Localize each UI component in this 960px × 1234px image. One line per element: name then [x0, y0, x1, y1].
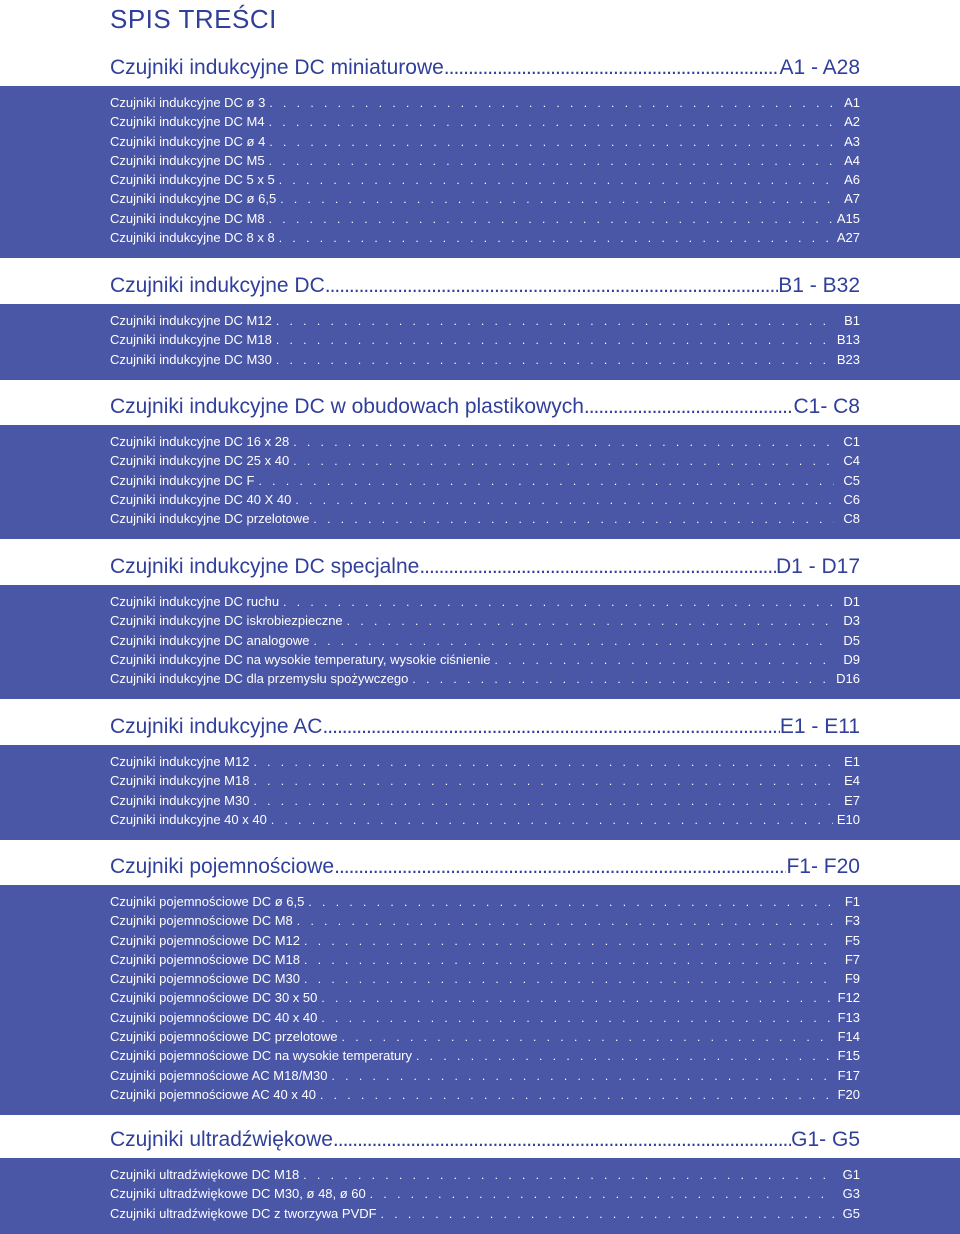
row-page: A4	[844, 152, 860, 168]
section-range: D1 - D17	[775, 555, 860, 578]
row-label: Czujniki indukcyjne DC ø 3	[110, 95, 266, 110]
leader-dots	[416, 1049, 834, 1063]
section-range: B1 - B32	[778, 274, 860, 297]
row-label: Czujniki indukcyjne DC M8	[110, 210, 265, 226]
leader-dots	[295, 493, 834, 507]
row-page: A2	[844, 114, 860, 130]
row-label: Czujniki indukcyjne M30	[110, 792, 250, 808]
section-c	[0, 389, 960, 539]
toc-row[interactable]	[110, 352, 860, 371]
leader-dots	[279, 173, 834, 187]
leader-dots	[321, 1011, 833, 1025]
section-range: G1- G5	[791, 1128, 860, 1151]
row-label: Czujniki indukcyjne DC F	[110, 472, 255, 488]
toc-row[interactable]	[110, 511, 860, 530]
leader-dots	[313, 512, 834, 526]
row-page: B13	[836, 332, 860, 348]
leader-dots	[293, 454, 834, 468]
row-page: D3	[843, 613, 860, 629]
row-page: F15	[837, 1048, 860, 1064]
section-leader-dots	[325, 274, 779, 298]
leader-dots	[293, 435, 834, 449]
section-a	[0, 50, 960, 258]
row-page: C6	[843, 491, 860, 507]
section-header[interactable]	[0, 709, 960, 745]
toc-row[interactable]	[110, 652, 860, 671]
row-page: B23	[836, 351, 860, 367]
row-page: F7	[844, 951, 860, 967]
leader-dots	[253, 774, 834, 788]
leader-dots	[279, 231, 833, 245]
section-leader-dots	[584, 395, 794, 419]
leader-dots	[269, 115, 834, 129]
row-page: G1	[842, 1167, 860, 1182]
leader-dots	[271, 813, 833, 827]
row-page: D16	[836, 671, 860, 687]
row-label: Czujniki indukcyjne DC na wysokie temperatury, wysokie ciśnienie	[110, 651, 491, 667]
leader-dots	[331, 1069, 833, 1083]
row-label: Czujniki indukcyjne M12	[110, 754, 250, 769]
page-title: SPIS TREŚCI	[110, 4, 277, 34]
row-page: G5	[842, 1205, 860, 1221]
row-label: Czujniki indukcyjne DC ø 6,5	[110, 191, 277, 207]
row-page: E1	[844, 754, 860, 769]
section-header[interactable]	[0, 268, 960, 304]
section-leader-dots	[419, 555, 776, 579]
row-label: Czujniki pojemnościowe DC na wysokie temperatury	[110, 1048, 413, 1064]
row-page: F12	[837, 990, 860, 1006]
row-page: F13	[837, 1009, 860, 1025]
section-e	[0, 709, 960, 840]
section-title: Czujniki indukcyjne AC	[110, 715, 323, 738]
row-page: F14	[837, 1029, 860, 1045]
toc-row[interactable]	[110, 134, 860, 153]
section-title: Czujniki indukcyjne DC specjalne	[110, 555, 420, 578]
row-page: D5	[843, 632, 860, 648]
row-label: Czujniki indukcyjne M18	[110, 773, 250, 789]
row-page: G3	[842, 1186, 860, 1202]
row-label: Czujniki indukcyjne DC 5 x 5	[110, 172, 275, 188]
toc-row[interactable]	[110, 812, 860, 831]
row-label: Czujniki indukcyjne DC iskrobiezpieczne	[110, 613, 343, 629]
leader-dots	[412, 672, 832, 686]
leader-dots	[495, 653, 834, 667]
row-label: Czujniki pojemnościowe DC M12	[110, 932, 301, 948]
row-page: F17	[837, 1067, 860, 1083]
row-label: Czujniki indukcyjne DC M4	[110, 114, 265, 130]
row-page: C4	[843, 453, 860, 469]
leader-dots	[283, 595, 834, 609]
section-title: Czujniki indukcyjne DC w obudowach plastikowych	[110, 395, 584, 418]
row-label: Czujniki pojemnościowe DC 40 x 40	[110, 1009, 318, 1025]
section-header[interactable]	[0, 549, 960, 585]
row-label: Czujniki indukcyjne DC 40 X 40	[110, 491, 292, 507]
row-label: Czujniki indukcyjne DC 16 x 28	[110, 434, 290, 449]
row-page: C5	[843, 472, 860, 488]
toc-row[interactable]	[110, 633, 860, 652]
leader-dots	[276, 353, 833, 367]
leader-dots	[269, 154, 834, 168]
section-band	[0, 86, 960, 258]
section-band	[0, 885, 960, 1115]
row-label: Czujniki pojemnościowe DC M18	[110, 951, 301, 967]
row-label: Czujniki ultradźwiękowe DC M18	[110, 1167, 300, 1182]
row-page: D9	[843, 651, 860, 667]
leader-dots	[280, 192, 834, 206]
leader-dots	[269, 135, 834, 149]
toc-row[interactable]	[110, 434, 860, 453]
row-page: F20	[837, 1086, 860, 1102]
leader-dots	[320, 1088, 834, 1102]
row-label: Czujniki indukcyjne DC M12	[110, 313, 272, 328]
toc-row[interactable]	[110, 153, 860, 172]
leader-dots	[370, 1187, 834, 1201]
toc-row[interactable]	[110, 191, 860, 210]
row-page: E4	[844, 773, 860, 789]
section-g	[0, 1122, 960, 1234]
leader-dots	[303, 1168, 834, 1182]
row-label: Czujniki ultradźwiękowe DC M30, ø 48, ø 60	[110, 1186, 366, 1202]
row-page: A7	[844, 191, 860, 207]
row-page: F1	[844, 894, 860, 909]
row-page: B1	[844, 313, 860, 328]
row-page: E10	[836, 811, 860, 827]
section-title: Czujniki ultradźwiękowe	[110, 1128, 333, 1151]
toc-row[interactable]	[110, 1068, 860, 1087]
toc-row[interactable]	[110, 594, 860, 613]
toc-row[interactable]	[110, 230, 860, 249]
section-range: C1- C8	[793, 395, 860, 418]
row-label: Czujniki indukcyjne DC M5	[110, 152, 265, 168]
toc-row[interactable]	[110, 990, 860, 1009]
leader-dots	[253, 755, 834, 769]
row-label: Czujniki indukcyjne DC ruchu	[110, 594, 280, 609]
section-header[interactable]	[0, 1122, 960, 1158]
leader-dots	[381, 1207, 834, 1221]
toc-row[interactable]	[110, 793, 860, 812]
row-page: A27	[836, 230, 860, 246]
leader-dots	[347, 614, 834, 628]
row-page: D1	[843, 594, 860, 609]
leader-dots	[276, 314, 834, 328]
toc-row[interactable]	[110, 613, 860, 632]
section-leader-dots	[334, 855, 786, 879]
row-label: Czujniki pojemnościowe DC M8	[110, 913, 293, 929]
leader-dots	[253, 794, 834, 808]
row-label: Czujniki indukcyjne DC 25 x 40	[110, 453, 290, 469]
section-title: Czujniki pojemnościowe	[110, 855, 335, 878]
row-label: Czujniki indukcyjne DC M30	[110, 351, 272, 367]
row-label: Czujniki indukcyjne 40 x 40	[110, 811, 267, 827]
section-band	[0, 745, 960, 840]
toc-row[interactable]	[110, 172, 860, 191]
toc-row[interactable]	[110, 453, 860, 472]
toc-row[interactable]	[110, 332, 860, 351]
toc-row[interactable]	[110, 894, 860, 913]
section-header[interactable]	[0, 849, 960, 885]
row-label: Czujniki pojemnościowe AC M18/M30	[110, 1067, 328, 1083]
toc-row[interactable]	[110, 773, 860, 792]
section-title: Czujniki indukcyjne DC miniaturowe	[110, 56, 444, 79]
toc-row[interactable]	[110, 1206, 860, 1225]
section-leader-dots	[444, 56, 780, 80]
toc-row[interactable]	[110, 1029, 860, 1048]
toc-row[interactable]	[110, 1186, 860, 1205]
toc-row[interactable]	[110, 952, 860, 971]
row-label: Czujniki indukcyjne DC ø 4	[110, 133, 266, 149]
row-label: Czujniki indukcyjne DC dla przemysłu spożywczego	[110, 671, 409, 687]
row-label: Czujniki pojemnościowe DC 30 x 50	[110, 990, 318, 1006]
section-header[interactable]	[0, 50, 960, 86]
row-page: A3	[844, 133, 860, 149]
row-label: Czujniki indukcyjne DC M18	[110, 332, 272, 348]
row-page: A15	[836, 210, 860, 226]
row-page: C1	[843, 434, 860, 449]
section-d	[0, 549, 960, 699]
section-title: Czujniki indukcyjne DC	[110, 274, 325, 297]
toc-row[interactable]	[110, 671, 860, 690]
toc-row[interactable]	[110, 1087, 860, 1106]
section-range: A1 - A28	[779, 56, 860, 79]
row-page: F9	[844, 971, 860, 987]
section-band	[0, 1158, 960, 1234]
section-b	[0, 268, 960, 380]
row-label: Czujniki pojemnościowe DC M30	[110, 971, 301, 987]
row-label: Czujniki pojemnościowe AC 40 x 40	[110, 1086, 316, 1102]
section-band	[0, 585, 960, 699]
toc-row[interactable]	[110, 913, 860, 932]
row-label: Czujniki pojemnościowe DC ø 6,5	[110, 894, 305, 909]
section-range: F1- F20	[786, 855, 860, 878]
toc-row[interactable]	[110, 754, 860, 773]
leader-dots	[269, 212, 833, 226]
row-label: Czujniki indukcyjne DC przelotowe	[110, 511, 310, 527]
toc-row[interactable]	[110, 313, 860, 332]
leader-dots	[259, 474, 835, 488]
toc-row[interactable]	[110, 933, 860, 952]
row-page: F3	[844, 913, 860, 929]
leader-dots	[304, 934, 834, 948]
leader-dots	[297, 914, 834, 928]
toc-row[interactable]	[110, 1048, 860, 1067]
leader-dots	[313, 634, 834, 648]
toc-row[interactable]	[110, 95, 860, 114]
row-label: Czujniki indukcyjne DC 8 x 8	[110, 230, 275, 246]
section-range: E1 - E11	[779, 715, 860, 738]
toc-row[interactable]	[110, 473, 860, 492]
row-label: Czujniki indukcyjne DC analogowe	[110, 632, 310, 648]
section-header[interactable]	[0, 389, 960, 425]
leader-dots	[276, 333, 833, 347]
leader-dots	[304, 972, 834, 986]
row-page: A1	[844, 95, 860, 110]
row-page: C8	[843, 511, 860, 527]
row-label: Czujniki ultradźwiękowe DC z tworzywa PVDF	[110, 1205, 377, 1221]
leader-dots	[342, 1030, 834, 1044]
section-band	[0, 425, 960, 539]
toc-row[interactable]	[110, 1010, 860, 1029]
section-leader-dots	[333, 1128, 791, 1152]
row-page: E7	[844, 792, 860, 808]
toc-row[interactable]	[110, 211, 860, 230]
toc-row[interactable]	[110, 971, 860, 990]
toc-row[interactable]	[110, 1167, 860, 1186]
leader-dots	[321, 991, 833, 1005]
leader-dots	[269, 96, 834, 110]
leader-dots	[308, 895, 834, 909]
section-leader-dots	[322, 715, 779, 739]
row-page: F5	[844, 932, 860, 948]
leader-dots	[304, 953, 834, 967]
row-page: A6	[844, 172, 860, 188]
section-band	[0, 304, 960, 380]
toc-row[interactable]	[110, 492, 860, 511]
toc-row[interactable]	[110, 114, 860, 133]
section-f	[0, 849, 960, 1115]
row-label: Czujniki pojemnościowe DC przelotowe	[110, 1029, 338, 1045]
